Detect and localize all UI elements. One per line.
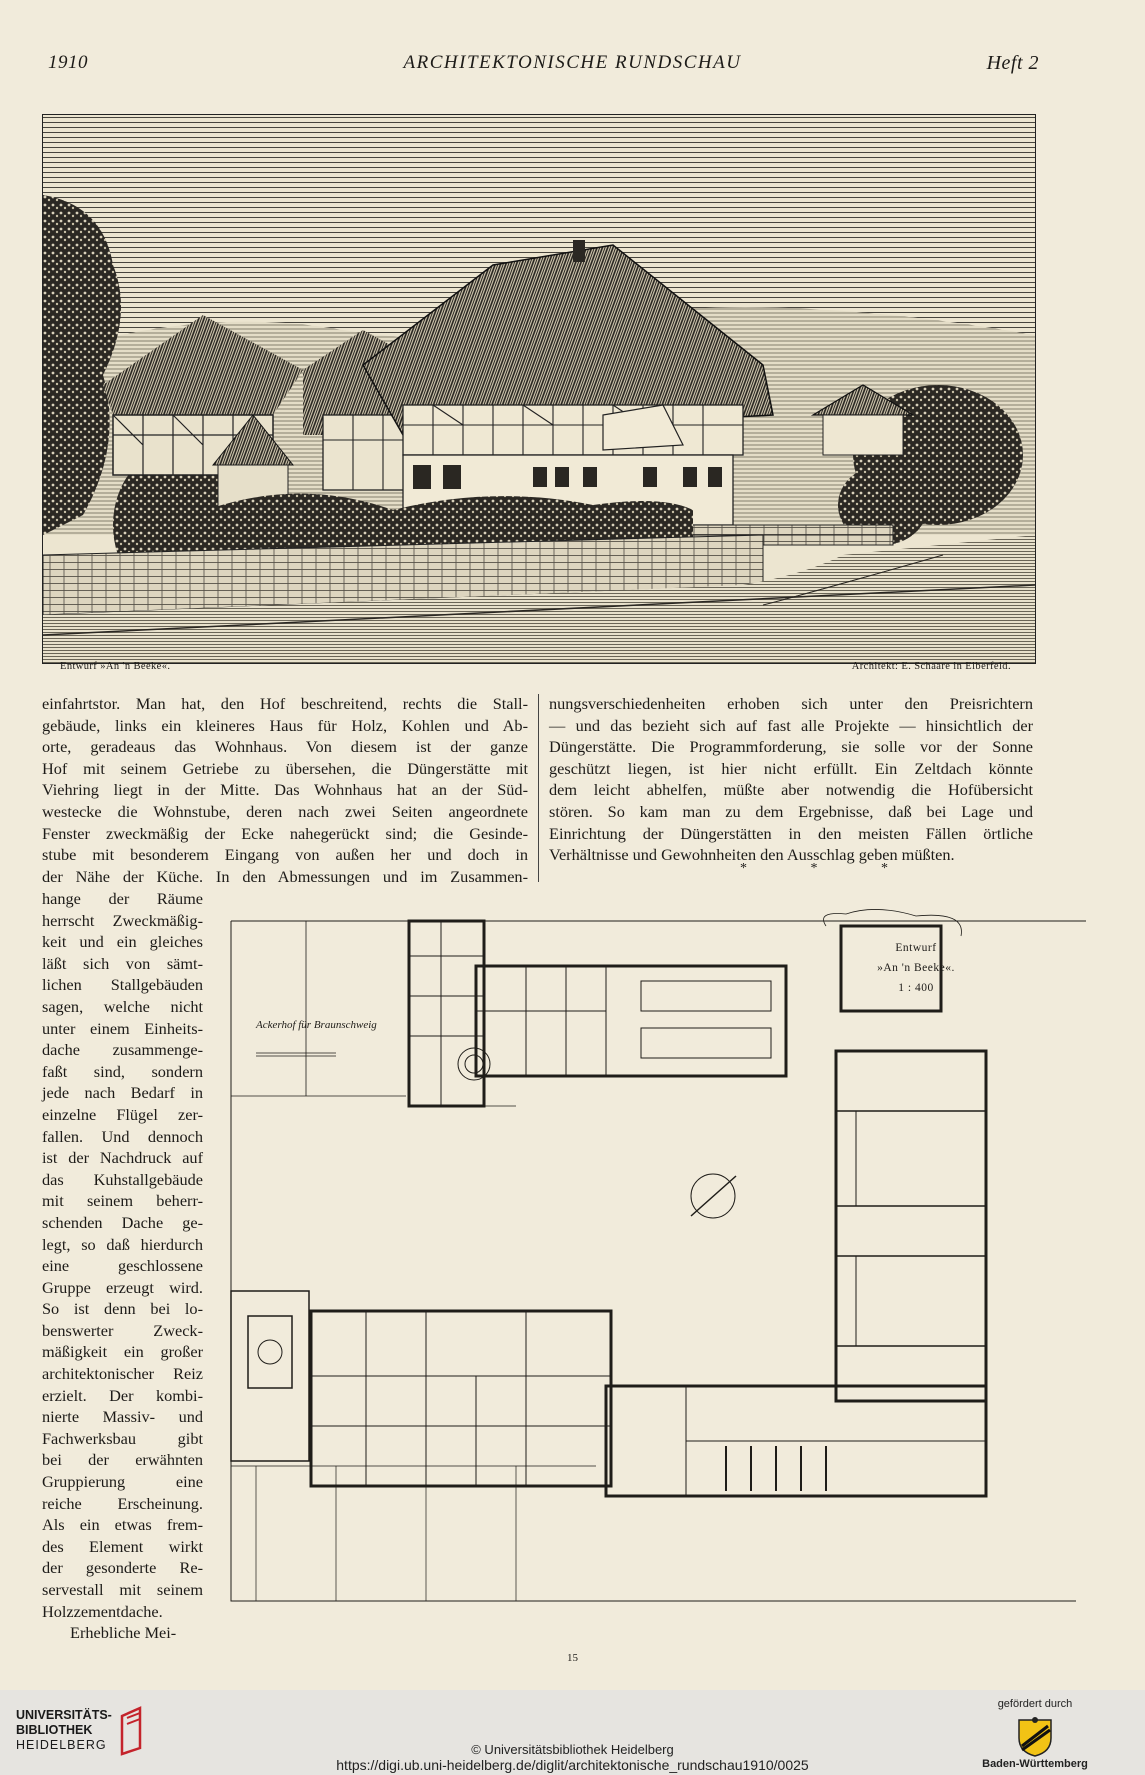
text-line: servestall mit seinem — [42, 1580, 203, 1599]
farmhouse-illustration — [42, 114, 1036, 664]
text-line: mäßigkeit ein großer — [42, 1342, 203, 1362]
viewer-footer — [0, 1690, 1145, 1775]
state-name: Baden-Württemberg — [982, 1758, 1088, 1770]
library-line2: BIBLIOTHEK — [16, 1723, 93, 1737]
library-line1: UNIVERSITÄTS- — [16, 1708, 112, 1722]
text-column-narrow — [42, 888, 203, 1644]
text-line: stören. So kam man zu dem Ergebnisse, daß bei Lage und — [549, 801, 1033, 821]
text-line: So ist denn bei lo- — [42, 1299, 203, 1319]
illustration-caption-right: Architekt: E. Schaare in Elberfeld. — [851, 661, 1011, 672]
text-line: Gruppe erzeugt wird. — [42, 1277, 203, 1297]
text-line: einfahrtstor. Man hat, den Hof beschreitend, rechts die Stall- — [42, 694, 528, 713]
text-line: des Element wirkt — [42, 1536, 203, 1556]
text-line: geschützt liegen, ist hier nicht erfüllt. Ein Zeltdach könnte — [549, 758, 1033, 778]
text-line: gebäude, links ein kleineres Haus für Holz, Kohlen und Ab- — [42, 715, 528, 735]
text-line: legt, so daß hierdurch — [42, 1234, 203, 1254]
text-line: mit seinem beherr- — [42, 1191, 203, 1211]
text-line: läßt sich von sämt- — [42, 953, 203, 973]
text-line: eine geschlossene — [42, 1256, 203, 1276]
funding-note: gefördert durch — [997, 1698, 1073, 1710]
running-title: ARCHITEKTONISCHE RUNDSCHAU — [403, 52, 742, 73]
text-line: schenden Dache ge- — [42, 1212, 203, 1232]
text-line: Erhebliche Mei- — [70, 1623, 177, 1643]
text-line: faßt sind, sondern — [42, 1061, 203, 1081]
text-column-right — [549, 693, 1033, 866]
text-line: westecke die Wohnstube, deren nach zwei Seiten angeordnete — [42, 801, 528, 821]
plan-title-line2: »An 'n Beeke«. — [877, 962, 955, 974]
library-line3: HEIDELBERG — [16, 1738, 107, 1752]
text-line: herrscht Zweckmäßig- — [42, 910, 203, 930]
text-line: Gruppierung eine — [42, 1472, 203, 1492]
text-line: bei der erwähnten — [42, 1450, 203, 1470]
text-line: keit und ein gleiches — [42, 932, 203, 952]
text-line: nierte Massiv- und — [42, 1407, 203, 1427]
copyright-notice: © Universitätsbibliothek Heidelberg — [471, 1742, 674, 1757]
text-line: architektonischer Reiz — [42, 1364, 203, 1384]
text-line: stube mit besonderem Eingang von außen her und doch in — [42, 845, 528, 865]
text-line: erzielt. Der kombi- — [42, 1385, 203, 1405]
text-line: orte, geradeaus das Wohnhaus. Von diesem ist der ganze — [42, 737, 528, 757]
farmhouse-engraving — [43, 115, 1035, 663]
text-line: der Nähe der Küche. In den Abmessungen und im Zusammen- — [42, 866, 528, 886]
text-line: Fenster zweckmäßig der Ecke nahegerückt sind; die Gesinde- — [42, 823, 528, 843]
text-column-left — [42, 693, 528, 887]
plan-scale: 1 : 400 — [898, 982, 934, 994]
text-line: Holzzementdache. — [42, 1601, 163, 1621]
text-line: ist der Nachdruck auf — [42, 1148, 203, 1168]
text-line: sagen, welche nicht — [42, 996, 203, 1016]
text-line: Fachwerksbau gibt — [42, 1428, 203, 1448]
text-line: jede nach Bedarf in — [42, 1083, 203, 1103]
text-line: Einrichtung der Düngerstätten in den meisten Fällen örtliche — [549, 823, 1033, 843]
permalink[interactable]: https://digi.ub.uni-heidelberg.de/diglit/architektonische_rundschau1910/0025 — [336, 1757, 809, 1773]
text-line: dem leicht abhelfen, müßte aber notwendig die Hofübersicht — [549, 780, 1033, 800]
text-line: der gesonderte Re- — [42, 1558, 203, 1578]
state-crest-icon — [1013, 1716, 1057, 1758]
text-line: fallen. Und dennoch — [42, 1126, 203, 1146]
text-line: dache zusammenge- — [42, 1040, 203, 1060]
text-line: einzelne Flügel zer- — [42, 1104, 203, 1124]
illustration-caption-left: Entwurf »An 'n Beeke«. — [60, 661, 171, 672]
text-line: hange der Räume — [42, 889, 203, 908]
text-line: Viehring liegt in der Mitte. Das Wohnhaus hat an der Süd- — [42, 780, 528, 800]
text-line: lichen Stallgebäuden — [42, 975, 203, 995]
text-line: Hof mit seinem Getriebe zu übersehen, die Düngerstätte mit — [42, 758, 528, 778]
text-line: das Kuhstallgebäude — [42, 1169, 203, 1189]
plan-yard-title: Ackerhof für Braunschweig — [256, 1019, 377, 1031]
text-line: Düngerstätte. Die Programmforderung, sie solle vor der Sonne — [549, 737, 1033, 757]
page-year: 1910 — [48, 52, 88, 73]
plan-title — [846, 938, 986, 998]
plan-title-line1: Entwurf — [895, 942, 937, 954]
text-line: — und das bezieht sich auf fast alle Projekte — hinsichtlich der — [549, 715, 1033, 735]
text-line: benswerter Zweck- — [42, 1320, 203, 1340]
page-number: 15 — [567, 1652, 578, 1664]
issue-label: Heft 2 — [986, 52, 1039, 74]
floor-plan-drawing — [226, 906, 1086, 1616]
floor-plan — [226, 906, 1086, 1616]
text-line: Verhältnisse und Gewohnheiten den Ausschlag geben müßten. — [549, 845, 955, 865]
column-divider — [538, 694, 539, 882]
section-separator: * * * — [740, 861, 918, 876]
text-line: reiche Erscheinung. — [42, 1493, 203, 1513]
text-line: nungsverschiedenheiten erhoben sich unter den Preisrichtern — [549, 694, 1033, 713]
text-line: unter einem Einheits- — [42, 1018, 203, 1038]
text-line: Als ein etwas frem- — [42, 1515, 203, 1535]
